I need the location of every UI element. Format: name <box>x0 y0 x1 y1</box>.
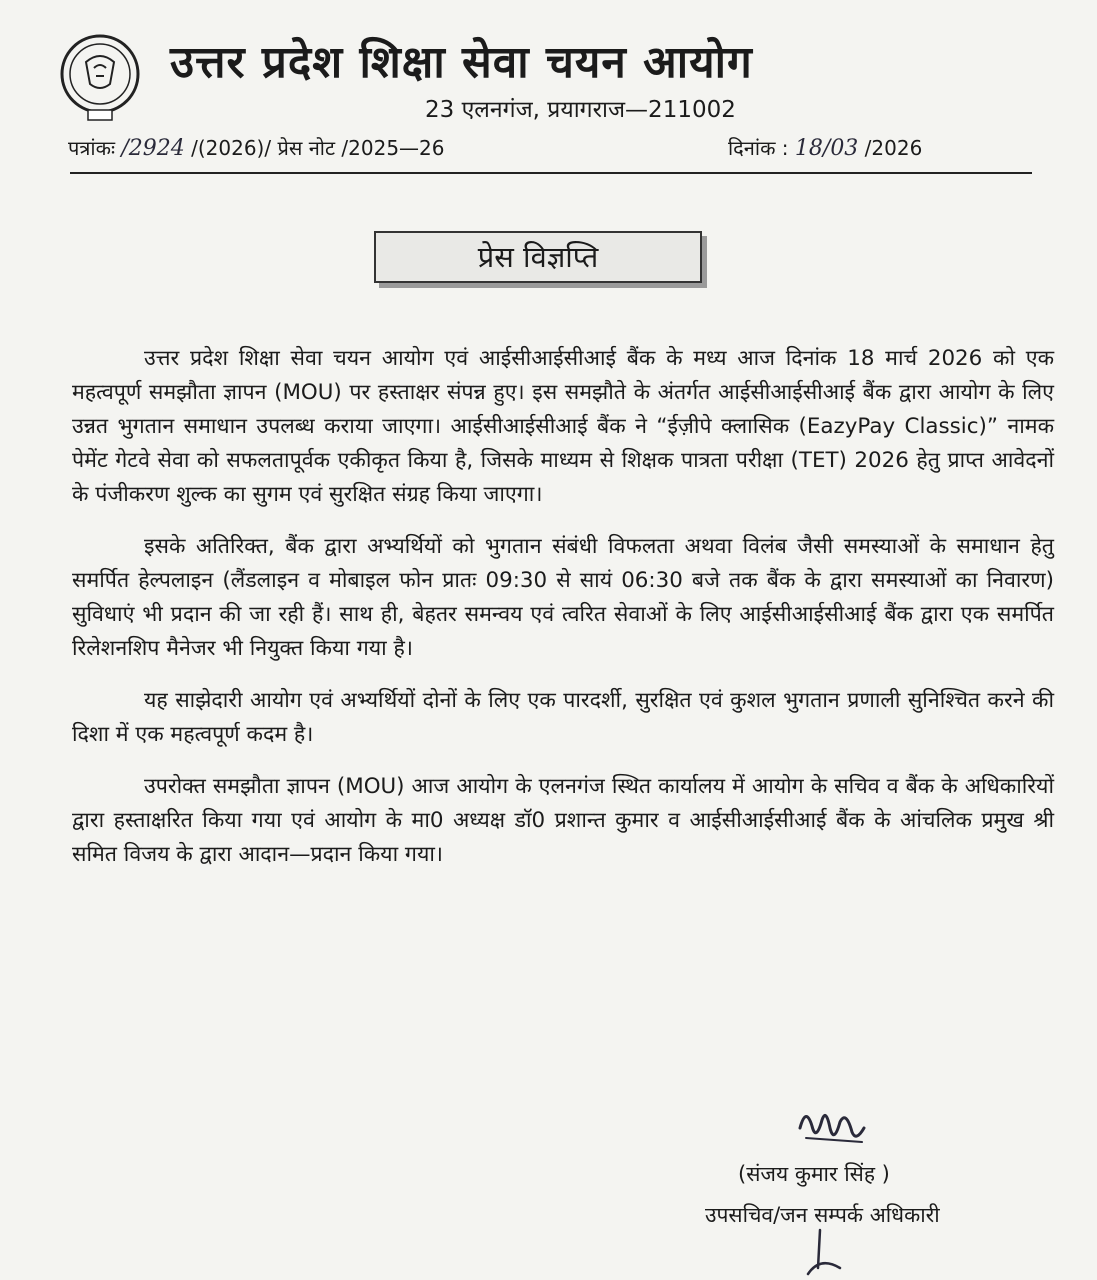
press-release-body <box>72 342 1054 890</box>
header-divider <box>70 172 1032 174</box>
body-paragraph: उत्तर प्रदेश शिक्षा सेवा चयन आयोग एवं आईसीआईसीआई बैंक के मध्य आज दिनांक 18 मार्च 2026 को एक महत्वपूर्ण समझौता ज्ञापन (MOU) पर हस्ताक्षर संपन्न हुए। इस समझौते के अंतर्गत आईसीआईसीआई बैंक द्वारा आयोग के लिए उन्नत भुगतान समाधान उपलब्ध कराया जाएगा। आईसीआईसीआई बैंक ने “ईज़ीपे क्लासिक (EazyPay Classic)” नामक पेमेंट गेटवे सेवा को सफलतापूर्वक एकीकृत किया है, जिसके माध्यम से शिक्षक पात्रता परीक्षा (TET) 2026 हेतु प्राप्त आवेदनों के पंजीकरण शुल्क का सुगम एवं सुरक्षित संग्रह किया जाएगा। <box>72 346 1054 507</box>
reference-line <box>68 130 1028 170</box>
ref-handwritten-number: /2924 <box>121 136 185 161</box>
reference-date <box>728 134 922 161</box>
body-paragraph: उपरोक्त समझौता ज्ञापन (MOU) आज आयोग के एलनगंज स्थित कार्यालय में आयोग के सचिव व बैंक के अधिकारियों द्वारा हस्ताक्षरित किया गया एवं आयोग के मा0 अध्यक्ष डॉ0 प्रशान्त कुमार व आईसीआईसीआई बैंक के आंचलिक प्रमुख श्री समित विजय के द्वारा आदान—प्रदान किया गया। <box>72 774 1054 867</box>
press-release-heading: प्रेस विज्ञप्ति <box>374 231 702 283</box>
signature-icon <box>792 1098 872 1158</box>
body-paragraph: इसके अतिरिक्त, बैंक द्वारा अभ्यर्थियों को भुगतान संबंधी विफलता अथवा विलंब जैसी समस्याओं के समाधान हेतु समर्पित हेल्पलाइन (लैंडलाइन व मोबाइल फोन प्रातः 09:30 से सायं 06:30 बजे तक बैंक के द्वारा समस्याओं का निवारण) सुविधाएं भी प्रदान की जा रही हैं। साथ ही, बेहतर समन्वय एवं त्वरित सेवाओं के लिए आईसीआईसीआई बैंक द्वारा एक समर्पित रिलेशनशिप मैनेजर भी नियुक्त किया गया है। <box>72 534 1054 661</box>
date-year: /2026 <box>864 136 923 160</box>
date-handwritten: 18/03 <box>794 136 859 161</box>
organization-address: 23 एलनगंज, प्रयागराज—211002 <box>425 97 736 123</box>
body-paragraph: यह साझेदारी आयोग एवं अभ्यर्थियों दोनों के लिए एक पारदर्शी, सुरक्षित एवं कुशल भुगतान प्रणाली सुनिश्चित करने की दिशा में एक महत्वपूर्ण कदम है। <box>72 688 1054 747</box>
ref-label: पत्रांकः <box>68 136 115 160</box>
organization-title: उत्तर प्रदेश शिक्षा सेवा चयन आयोग <box>170 37 753 88</box>
initial-mark-icon <box>790 1228 850 1278</box>
date-label: दिनांक : <box>728 136 789 160</box>
signatory-designation: उपसचिव/जन सम्पर्क अधिकारी <box>705 1203 940 1227</box>
reference-number <box>68 134 445 161</box>
ref-rest: /(2026)/ प्रेस नोट /2025—26 <box>191 136 445 160</box>
emblem-logo-icon <box>58 32 142 126</box>
signatory-name: (संजय कुमार सिंह ) <box>738 1162 890 1186</box>
